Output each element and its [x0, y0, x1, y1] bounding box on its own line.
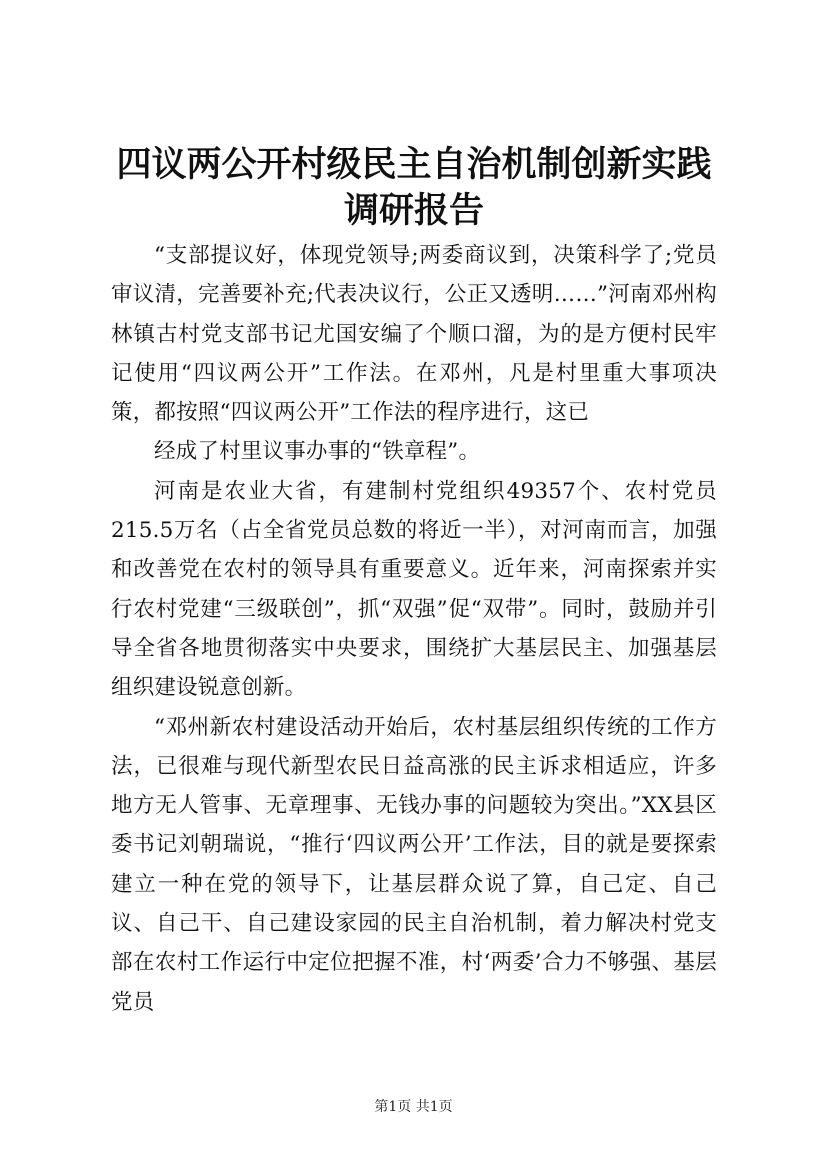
page-footer: 第1页 共1页 [374, 1099, 453, 1115]
paragraph-3: 河南是农业大省，有建制村党组织49357个、农村党员215.5万名（占全省党员总数的将近一半），对河南而言，加强和改善党在农村的领导具有重要意义。近年来，河南探索并实行农村党建“三级联创”，抓“双强”促“双带”。同时，鼓励并引导全省各地贯彻落实中央要求，围绕扩大基层民主、加强基层组织建设锐意创新。 [111, 478, 717, 701]
paragraph-4: “邓州新农村建设活动开始后，农村基层组织传统的工作方法，已很难与现代新型农民日益高涨的民主诉求相适应，许多地方无人管事、无章理事、无钱办事的问题较为突出。”XX县区委书记刘朝瑞说，“推行‘四议两公开’工作法，目的就是要探索建立一种在党的领导下，让基层群众说了算，自己定、自己议、自己干、自己建设家园的民主自治机制，着力解决村党支部在农村工作运行中定位把握不准，村‘两委’合力不够强、基层党员 [111, 714, 717, 1015]
paragraph-2: 经成了村里议事办事的“铁章程”。 [154, 439, 481, 465]
document-title: 四议两公开村级民主自治机制创新实践调研报告 [116, 144, 712, 231]
paragraph-1: “支部提议好，体现党领导;两委商议到，决策科学了;党员审议清，完善要补充;代表决议行，公正又透明……”河南邓州构林镇古村党支部书记尤国安编了个顺口溜，为的是方便村民牢记使用“四议两公开”工作法。在邓州，凡是村里重大事项决策，都按照“四议两公开”工作法的程序进行，这已 [111, 243, 717, 426]
document-body [111, 236, 717, 1022]
